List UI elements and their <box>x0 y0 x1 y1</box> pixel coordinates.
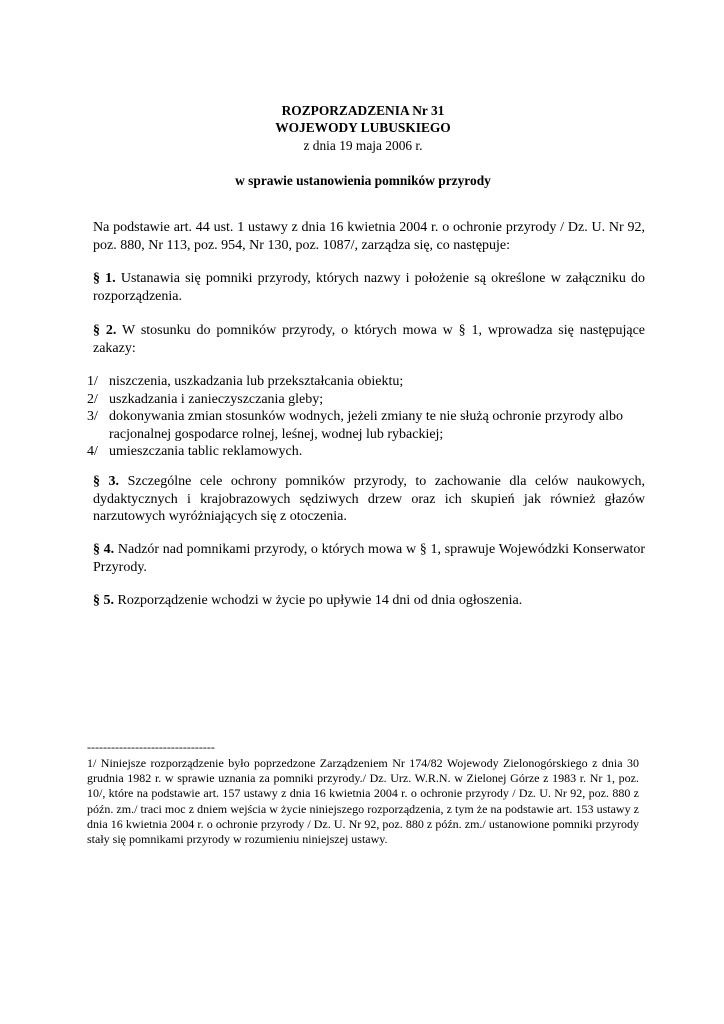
intro-paragraph: Na podstawie art. 44 ust. 1 ustawy z dnia 16 kwietnia 2004 r. o ochronie przyrody / Dz. U. Nr 92, poz. 880, Nr 113, poz. 954, Nr 130, poz. 1087/, zarządza się, co następuje: <box>93 220 645 253</box>
section-4 <box>87 541 645 576</box>
list-item-number: 4/ <box>87 444 98 459</box>
section-3-label: § 3. <box>93 474 120 489</box>
prohibitions-list <box>87 373 639 461</box>
list-item-text: niszczenia, uszkadzania lub przekształcania obiektu; <box>109 374 404 389</box>
section-1 <box>87 270 645 305</box>
footnote-separator: -------------------------------- <box>87 740 215 754</box>
list-item-text: dokonywania zmian stosunków wodnych, jeżeli zmiany te nie służą ochronie przyrody albo racjonalnej gospodarce rolnej, leśnej, wodnej lub rybackiej; <box>109 409 623 442</box>
section-2-text: W stosunku do pomników przyrody, o których mowa w § 1, wprowadza się następujące zakazy: <box>93 323 646 356</box>
section-5-text: Rozporządzenie wchodzi w życie po upływie 14 dni od dnia ogłoszenia. <box>117 593 523 608</box>
section-5-label: § 5. <box>93 593 114 608</box>
list-item-text: umieszczania tablic reklamowych. <box>109 444 303 459</box>
section-2-label: § 2. <box>93 323 117 338</box>
section-1-text: Ustanawia się pomniki przyrody, których nazwy i położenie są określone w załączniku do rozporządzenia. <box>93 271 645 304</box>
regulation-title: ROZPORZADZENIA Nr 31 <box>281 103 445 118</box>
list-item <box>87 373 639 391</box>
list-item <box>87 408 639 443</box>
footnote-text: 1/ Niniejsze rozporządzenie było poprzedzone Zarządzeniem Nr 174/82 Wojewody Zielonogórskiego z dnia 30 grudnia 1982 r. w sprawie uznania za pomniki przyrody./ Dz. Urz. W.R.N. w Zielonej Górze z 1983 r. Nr 1, poz. 10/, które na podstawie art. 157 ustawy z dnia 16 kwietnia 2004 r. o ochronie przyrody / Dz. U. Nr 92, poz. 880 z późn. zm./ traci moc z dniem wejścia w życie niniejszego rozporządzenia, z tym że na podstawie art. 153 ustawy z dnia 16 kwietnia 2004 r. o ochronie przyrody / Dz. U. Nr 92, poz. 880 z późn. zm./ ustanowione pomniki przyrody stały się pomnikami przyrody w rozumieniu niniejszej ustawy. <box>87 756 639 847</box>
list-item <box>87 391 639 409</box>
regulation-subject: w sprawie ustanowienia pomników przyrody <box>235 173 491 188</box>
section-3-text: Szczególne cele ochrony pomników przyrody, to zachowanie dla celów naukowych, dydaktycznych i krajobrazowych sędziwych drzew oraz ich skupień jak również głazów narzutowych wyróżniających się z otoczenia. <box>93 474 646 524</box>
regulation-date: z dnia 19 maja 2006 r. <box>303 138 423 153</box>
list-item-number: 3/ <box>87 409 98 424</box>
list-item-number: 1/ <box>87 374 98 389</box>
section-4-label: § 4. <box>93 542 115 557</box>
list-item-number: 2/ <box>87 391 98 407</box>
list-item <box>87 443 639 461</box>
section-1-label: § 1. <box>93 271 116 286</box>
section-3 <box>87 473 645 526</box>
issuer-title: WOJEWODY LUBUSKIEGO <box>275 120 451 135</box>
section-4-text: Nadzór nad pomnikami przyrody, o których mowa w § 1, sprawuje Wojewódzki Konserwator Przyrody. <box>93 542 645 575</box>
section-2 <box>87 322 645 357</box>
list-item-text: uszkadzania i zanieczyszczania gleby; <box>109 391 324 407</box>
section-5 <box>87 592 645 610</box>
